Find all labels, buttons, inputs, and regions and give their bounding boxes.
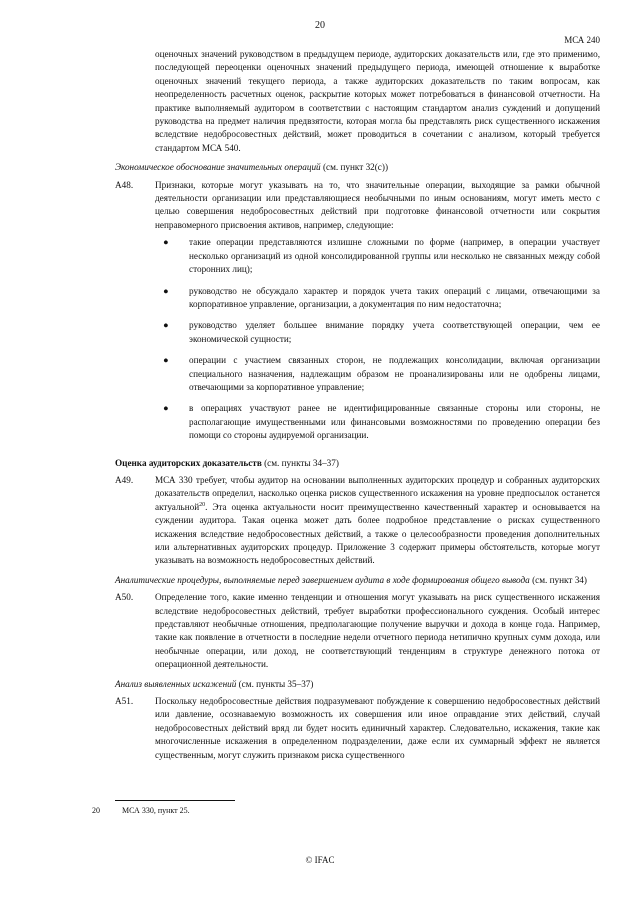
list-item-text: в операциях участвуют ранее не идентифицированные связанные стороны или стороны, не располагающие имущественными или финансовыми возможностями по проведению операции без помощи со стороны аудируемой организации. (189, 403, 600, 441)
section-heading-evaluation (115, 457, 600, 470)
document-code: МСА 240 (564, 35, 600, 45)
bullet-icon: ● (163, 237, 169, 248)
bullet-icon: ● (163, 285, 169, 296)
paragraph-number: A48. (115, 179, 134, 190)
subheading-analytical-procedures (115, 574, 600, 587)
subheading-title: Анализ выявленных искажений (115, 678, 237, 689)
paragraph-body: Поскольку недобросовестные действия подразумевают побуждение к совершению недобросовестных действий или давление, осознаваемую возможность их совершения или иное оправдание этих действий, случай недобросовестных действий вряд ли будет носить единичный характер. Следовательно, искажения, такие как многочисленные искажения в определенном подразделении, даже если их суммарный эффект не является существенным, могут служить признаком риска существенного (155, 696, 600, 760)
list-item (155, 354, 600, 394)
list-item (155, 319, 600, 346)
footnote (92, 806, 190, 815)
paragraph-number: A51. (115, 696, 134, 707)
subheading-ref: (см. пункт 32(c)) (320, 162, 389, 173)
list-item (155, 285, 600, 312)
paragraph-body (155, 179, 600, 451)
list-item (155, 402, 600, 442)
bullet-icon: ● (163, 403, 169, 414)
paragraph-body (155, 474, 600, 568)
bullet-icon: ● (163, 320, 169, 331)
subheading-ref: (см. пункт 34) (529, 574, 587, 585)
subheading-title: Экономическое обоснование значительных операций (115, 162, 321, 173)
subheading-misstatements (115, 678, 600, 691)
heading-title: Оценка аудиторских доказательств (115, 457, 262, 468)
paragraph-number: A50. (115, 592, 134, 603)
footnote-number: 20 (92, 806, 100, 815)
list-item (155, 236, 600, 276)
list-item-text: операции с участием связанных сторон, не подлежащих консолидации, включая организации специального назначения, надлежащим образом не проанализированы или не одобрены лицами, отвечающими за корпоративное управление; (189, 355, 600, 392)
footnote-divider (115, 800, 235, 801)
list-item-text: руководство не обсуждало характер и порядок учета таких операций с лицами, отвечающими за корпоративное управление, организации, а документация по ним недостаточна; (189, 285, 600, 309)
list-item-text: руководство уделяет большее внимание порядку учета соответствующей операции, чем ее экономической сущности; (189, 320, 600, 344)
bullet-list (155, 236, 600, 442)
subheading-business-rationale (115, 161, 600, 174)
paragraph-a48 (115, 179, 600, 451)
page-content (115, 48, 600, 768)
subheading-ref: (см. пункты 35–37) (236, 678, 314, 689)
paragraph-number: A49. (115, 474, 134, 485)
heading-ref: (см. пункты 34–37) (261, 457, 339, 468)
paragraph-text: Признаки, которые могут указывать на то, что значительные операции, выходящие за рамки обычной деятельности организации или представляющиеся необычными по иным основаниям, могут иметь место с целью совершения недобросовестных действий при подготовке финансовой отчетности или сокрытия неправомерного присвоения активов, например, следующие: (155, 179, 600, 230)
paragraph-body: Определение того, какие именно тенденции и отношения могут указывать на риск существенного искажения вследствие недобросовестных действий, требует выработки профессионального суждения. Особый интерес представляют необычные отношения, предполагающие получение выручки и дохода в конце года. Например, такие как появление в отчетности в последние недели отчетного периода нетипично крупных сумм дохода, или необычные операции, или доход, не соответствующий тенденциям в структуре денежного потока от операционной деятельности. (155, 592, 600, 670)
paragraph-a50 (115, 591, 600, 671)
paragraph-a51 (115, 695, 600, 762)
page-number: 20 (315, 20, 325, 31)
copyright-footer: © IFAC (305, 855, 335, 865)
subheading-title: Аналитические процедуры, выполняемые перед завершением аудита в ходе формирования общего вывода (115, 574, 530, 585)
footnote-text: МСА 330, пункт 25. (122, 806, 190, 815)
footnote-reference[interactable]: 20 (199, 501, 206, 508)
paragraph-a49 (115, 474, 600, 568)
paragraph-text-continued: . Эта оценка актуальности носит преимущественно качественный характер и основывается на суждении аудитора. Такая оценка может дать более подробное представление о рисках существенного искажения вследствие недобросовестных действий, а также о целесообразности проведения дополнительных или альтернативных аудиторских процедур. Приложение 3 содержит примеры обстоятельств, которые могут указывать на возможность недобросовестных действий. (155, 501, 600, 566)
bullet-icon: ● (163, 355, 169, 366)
paragraph-text: МСА 330 требует, чтобы аудитор на основании выполненных аудиторских процедур и собранных аудиторских доказательств определил, насколько оценка рисков существенного искажения на уровне предпосылок останется актуальной (155, 474, 600, 512)
continued-paragraph: оценочных значений руководством в предыдущем периоде, аудиторских доказательств или, где это применимо, последующей переоценки оценочных значений предыдущего периода, имеющей отношение к выработке оценочных значений текущего периода, а также аудиторских доказательств по таким вопросам, как неопределенность расчетных оценок, раскрытие которых может потребоваться в финансовой отчетности. На практике выполняемый аудитором в соответствии с настоящим стандартом анализ суждений и допущений руководства на предмет наличия предвзятости, которая могла бы представлять риск существенного искажения вследствие недобросовестных действий, может проводиться в сочетании с анализом, который требуется стандартом МСА 540. (155, 49, 600, 153)
list-item-text: такие операции представляются излишне сложными по форме (например, в операции участвует несколько организаций из одной консолидированной группы или несколько не связанных между собой сторонних лиц); (189, 237, 600, 275)
